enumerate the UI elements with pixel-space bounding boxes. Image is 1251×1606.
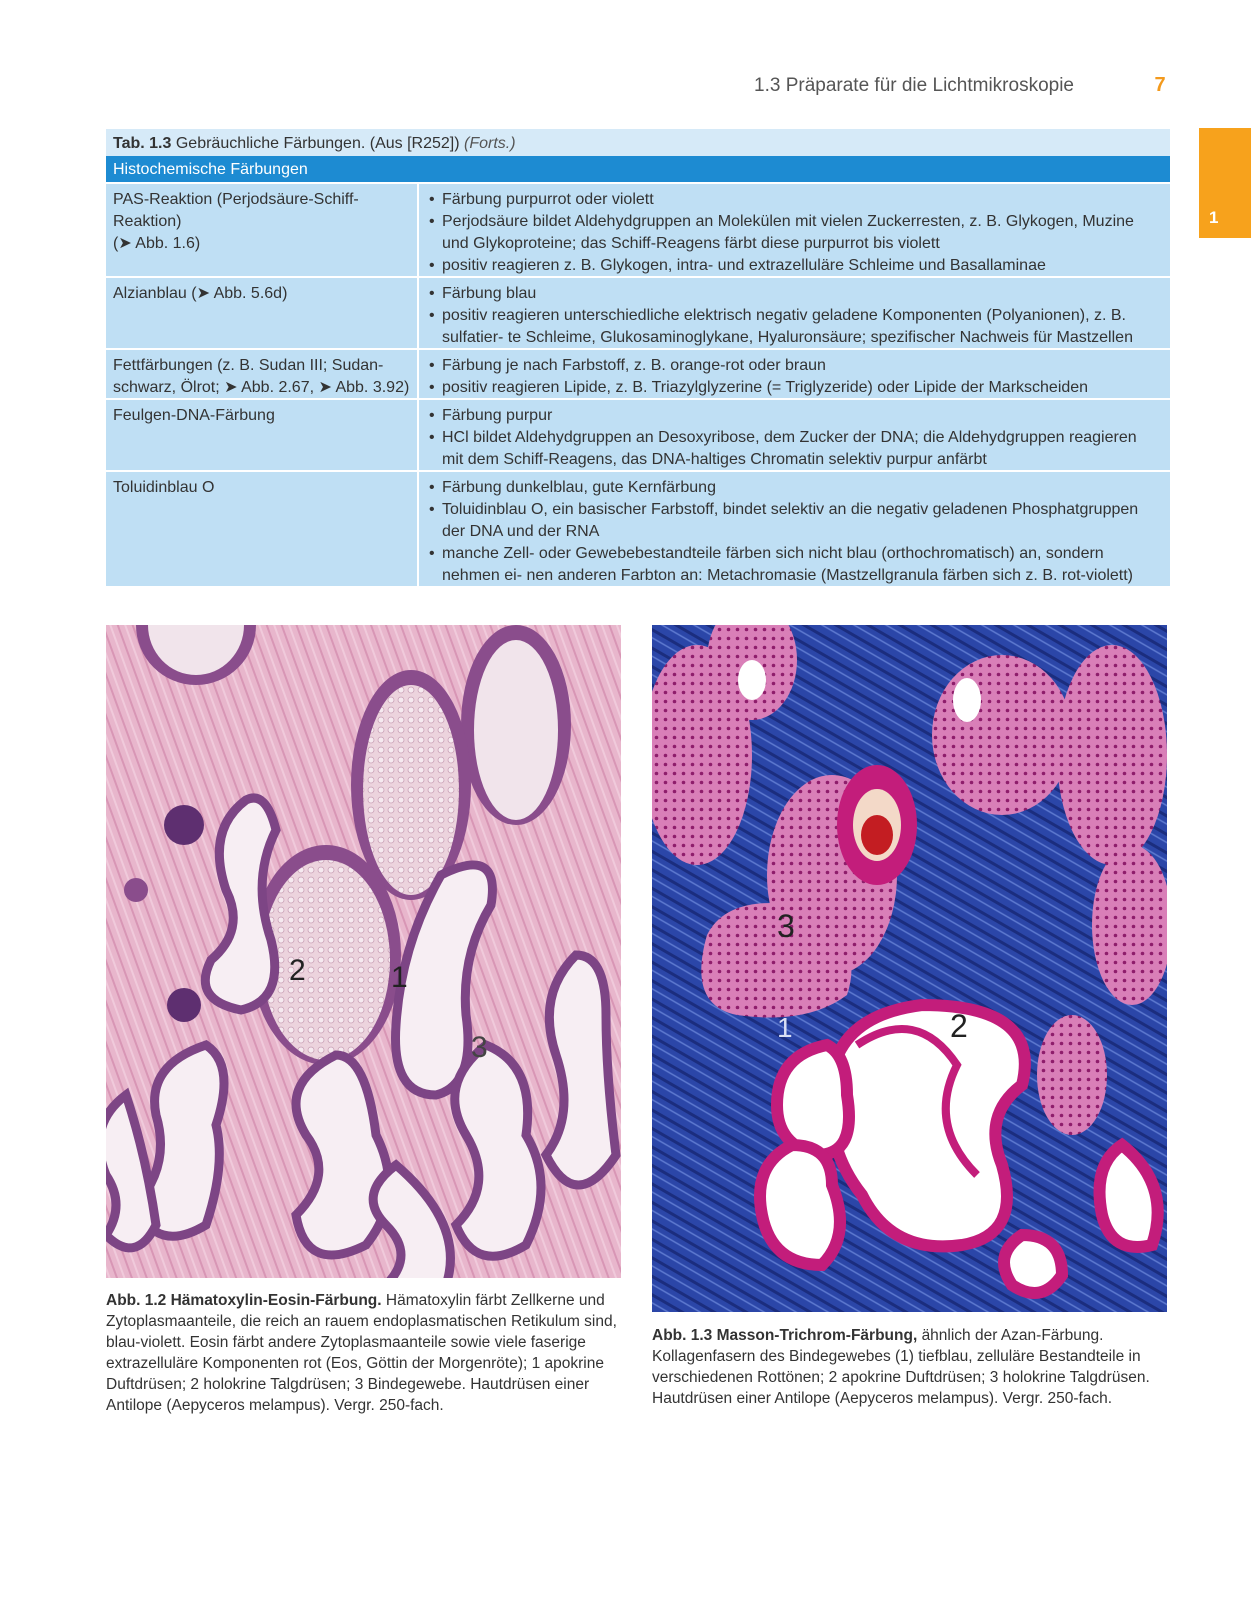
running-header: 1.3 Präparate für die Lichtmikroskopie <box>754 75 1074 96</box>
bullet-item: • positiv reagieren z. B. Glykogen, intra- und extrazelluläre Schleime und Basallaminae <box>427 255 1162 277</box>
table-caption <box>106 129 1170 156</box>
stain-name <box>106 350 419 398</box>
bullet-item: • HCl bildet Aldehydgruppen an Desoxyribose, dem Zucker der DNA; die Aldehydgruppen reagieren mit dem Schiff-Reagens, das DNA-haltiges Chromatin selektiv purpur anfärbt <box>427 427 1162 471</box>
table-section-header: Histochemische Färbungen <box>106 156 1170 182</box>
bullet-item: • manche Zell- oder Gewebebestandteile färben sich nicht blau (orthochromatisch) an, sondern nehmen ei- nen anderen Farbton an: Metachromasie (Mastzellgranula färben sich z. B. rot-violett) <box>427 543 1162 587</box>
table-row <box>106 398 1170 470</box>
fig-label-3: 3 <box>777 908 795 944</box>
table-row <box>106 470 1170 586</box>
stain-description <box>419 350 1170 398</box>
masson-trichrome-micrograph <box>652 625 1167 1312</box>
stain-description <box>419 184 1170 276</box>
stain-name-line: PAS-Reaktion (Perjodsäure-Schiff-Reaktion) <box>113 191 359 230</box>
stain-name-line: (➤ Abb. 1.6) <box>113 235 201 252</box>
stain-description <box>419 400 1170 470</box>
table-caption-title: Gebräuchliche Färbungen. (Aus [R252]) <box>175 135 460 152</box>
table-row <box>106 348 1170 398</box>
caption-text: Hämatoxylin färbt Zellkerne und Zytoplasmaanteile, die reich an rauem endoplasmatischen Retikulum sind, blau-violett. Eosin färbt andere Zytoplasmaanteile sowie viele faserige extrazelluläre Komponenten rot (Eos, Göttin der Morgenröte); 1 apokrine Duftdrüsen; 2 holokrine Talgdrüsen; 3 Bindegewebe. Hautdrüsen einer Antilope (Aepyceros melampus). Vergr. 250-fach. <box>106 1292 617 1414</box>
stain-name <box>106 184 419 276</box>
caption-label: Abb. 1.3 Masson-Trichrom-Färbung, <box>652 1327 918 1344</box>
stain-name-line: schwarz, Ölrot; ➤ Abb. 2.67, ➤ Abb. 3.92) <box>113 379 410 396</box>
bullet-item: • Färbung purpurrot oder violett <box>427 189 1162 211</box>
bullet-item: • Färbung je nach Farbstoff, z. B. orange-rot oder braun <box>427 355 1162 377</box>
staining-table <box>106 129 1170 586</box>
bullet-item: • Perjodsäure bildet Aldehydgruppen an Molekülen mit vielen Zuckerresten, z. B. Glykogen, Muzine und Glykoproteine; das Schiff-Reagens färbt diese purpurrot bis violett <box>427 211 1162 255</box>
bullet-item: • positiv reagieren unterschiedliche elektrisch negativ geladene Komponenten (Polyanionen), z. B. sulfatier- te Schleime, Glukosaminoglykane, Hyaluronsäure; spezifischer Nachweis für Mastzellen <box>427 305 1162 349</box>
figure-caption-right <box>652 1325 1167 1409</box>
table-caption-note: (Forts.) <box>464 135 516 152</box>
table-row <box>106 276 1170 348</box>
stain-name <box>106 400 419 470</box>
stain-name <box>106 278 419 348</box>
fig-label-1: 1 <box>777 1012 793 1043</box>
chapter-tab[interactable] <box>1199 128 1251 238</box>
fig-label-2: 2 <box>289 954 306 987</box>
fig-label-3: 3 <box>471 1031 488 1064</box>
stain-description <box>419 278 1170 348</box>
fig-label-1: 1 <box>391 961 408 994</box>
he-stain-micrograph <box>106 625 621 1278</box>
stain-name <box>106 472 419 586</box>
table-row <box>106 182 1170 276</box>
bullet-item: • Färbung blau <box>427 283 1162 305</box>
caption-label: Abb. 1.2 Hämatoxylin-Eosin-Färbung. <box>106 1292 382 1309</box>
fig-label-2: 2 <box>950 1008 968 1044</box>
bullet-item: • Toluidinblau O, ein basischer Farbstoff, bindet selektiv an die negativ geladenen Phosphatgruppen der DNA und der RNA <box>427 499 1162 543</box>
stain-name-line: Toluidinblau O <box>113 479 215 496</box>
figure-caption-left <box>106 1290 621 1416</box>
stain-description <box>419 472 1170 586</box>
stain-name-line: Fettfärbungen (z. B. Sudan III; Sudan- <box>113 357 384 374</box>
stain-name-line: Feulgen-DNA-Färbung <box>113 407 275 424</box>
chapter-tab-label: 1 <box>1209 208 1219 227</box>
bullet-item: • Färbung purpur <box>427 405 1162 427</box>
bullet-item: • Färbung dunkelblau, gute Kernfärbung <box>427 477 1162 499</box>
bullet-item: • positiv reagieren Lipide, z. B. Triazylglyzerine (= Triglyzeride) oder Lipide der Markscheiden <box>427 377 1162 399</box>
table-caption-label: Tab. 1.3 <box>113 135 172 152</box>
stain-name-line: Alzianblau (➤ Abb. 5.6d) <box>113 285 288 302</box>
caption-text: ähnlich der Azan-Färbung. Kollagenfasern des Bindegewebes (1) tiefblau, zelluläre Bestandteile in verschiedenen Rottönen; 2 apokrine Duftdrüsen; 3 holokrine Talgdrüsen. Hautdrüsen einer Antilope (Aepyceros melampus). Vergr. 250-fach. <box>652 1327 1150 1407</box>
page-number: 7 <box>1154 74 1166 96</box>
